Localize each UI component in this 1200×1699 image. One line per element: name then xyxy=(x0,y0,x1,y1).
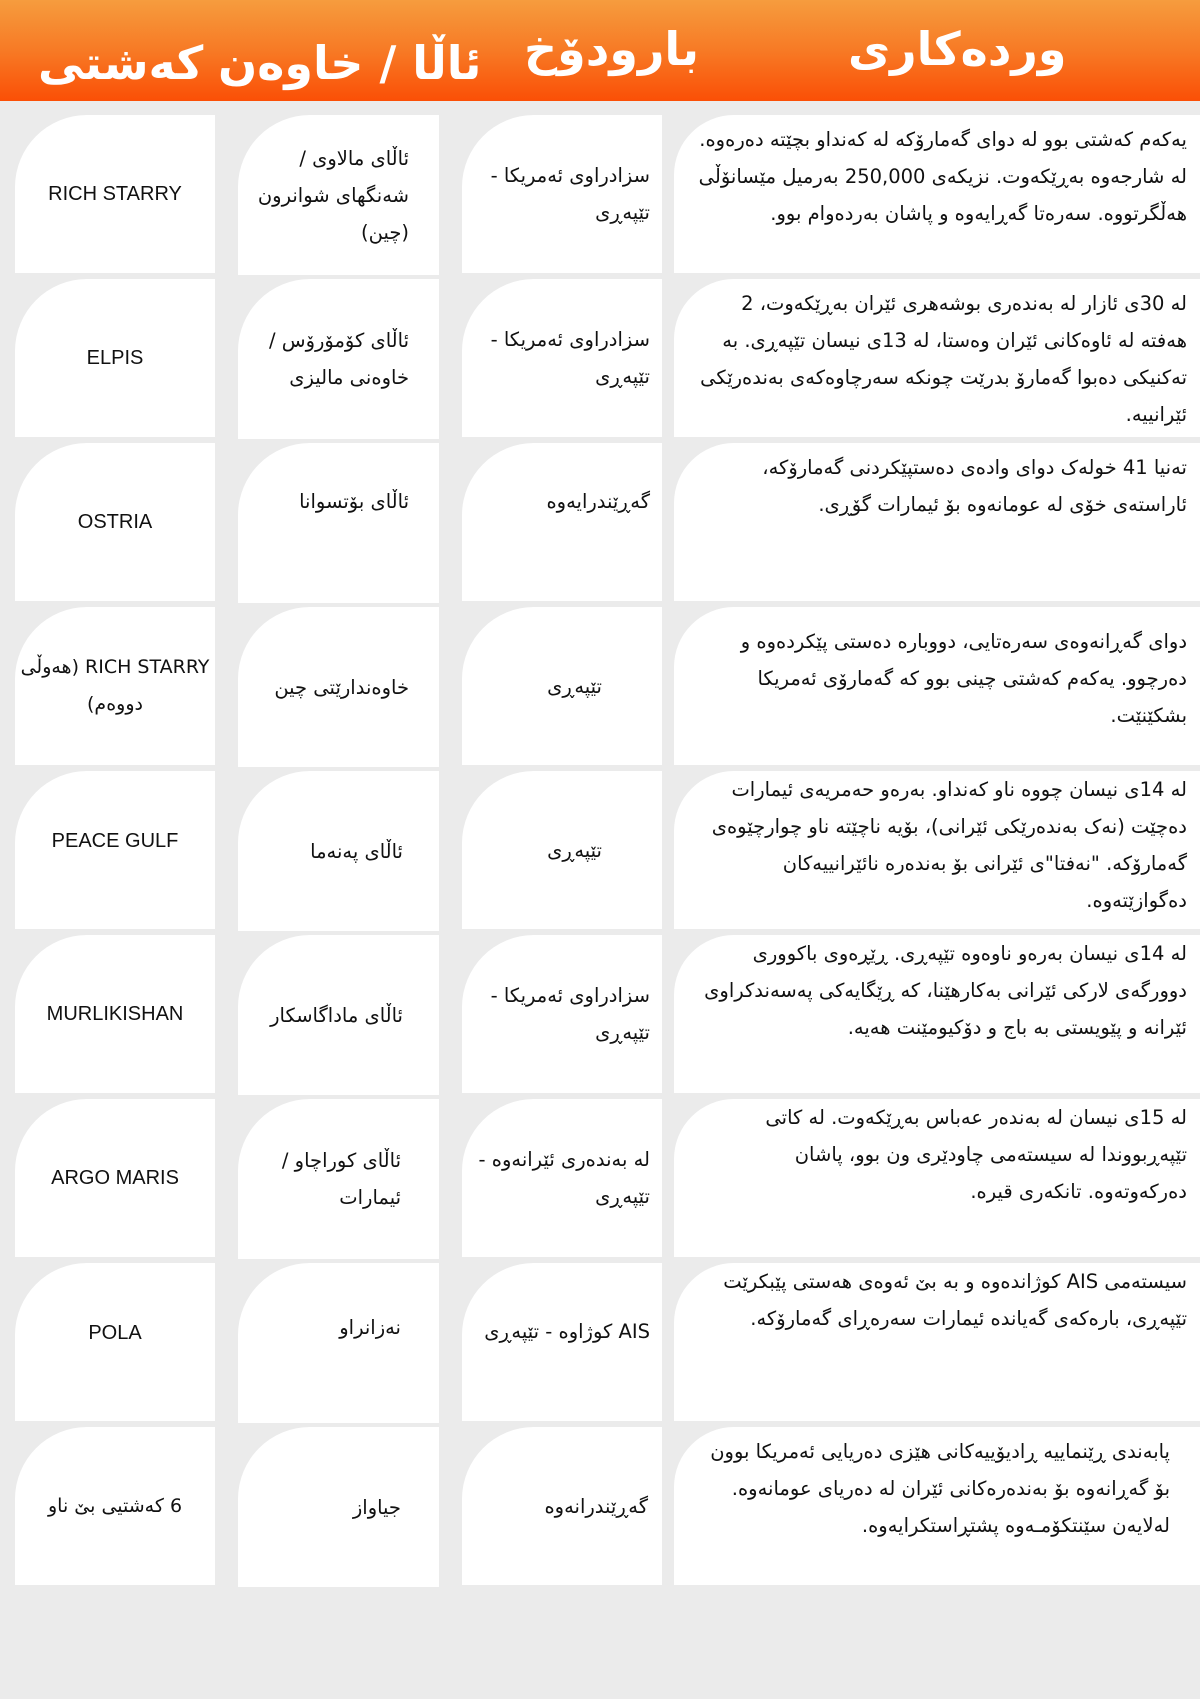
status-cell xyxy=(462,1427,662,1585)
flag-owner: ئاڵای پەنەما xyxy=(310,839,403,863)
table-row xyxy=(0,279,1200,442)
ship-name: POLA xyxy=(88,1322,142,1344)
status: تێپەڕی xyxy=(547,674,602,698)
details-cell xyxy=(674,279,1200,437)
status-cell xyxy=(462,279,662,437)
flag-cell xyxy=(238,607,439,767)
status: سزادراوی ئەمریکا - تێپەڕی xyxy=(490,164,650,224)
table-row xyxy=(0,771,1200,934)
header-ship: كەشتی xyxy=(38,36,204,90)
flag-cell xyxy=(238,1427,439,1587)
details: لە 15ی نیسان لە بەندەر عەباس بەڕێکەوت. لە کاتی تێپەڕبووندا لە سیستەمی چاودێری ون بوو، پاشان دەرکەوتەوە. تانکەری قیرە. xyxy=(765,1106,1187,1203)
status-cell xyxy=(462,115,662,273)
flag-owner: ئاڵای کۆمۆرۆس / خاوەنی مالیزی xyxy=(269,329,409,389)
flag-cell xyxy=(238,279,439,439)
status: سزادراوی ئەمریکا - تێپەڕی xyxy=(490,984,650,1044)
flag-owner: نەزانراو xyxy=(339,1316,401,1339)
ship-cell xyxy=(15,279,215,437)
ship-cell xyxy=(15,607,215,765)
header-flag-owner: ئاڵا / خاوەن xyxy=(218,36,482,90)
ship-name: RICH STARRY xyxy=(48,182,182,205)
details-cell xyxy=(674,1427,1200,1585)
ship-cell xyxy=(15,1263,215,1421)
flag-owner: ئاڵای کوراچاو / ئیمارات xyxy=(281,1149,401,1209)
details-cell xyxy=(674,607,1200,765)
details: یەکەم کەشتی بوو لە دوای گەمارۆکە لە کەنداو بچێتە دەرەوە. لە شارجەوە بەڕێکەوت. نزیکەی 250,000 بەرمیل مێسانۆڵی هەڵگرتووە. سەرەتا گەڕایەوە و پاشان بەردەوام بوو. xyxy=(698,128,1187,225)
status-cell xyxy=(462,771,662,929)
details-cell xyxy=(674,771,1200,929)
ship-name: ARGO MARIS xyxy=(51,1166,179,1189)
header-status: بارودۆخ xyxy=(524,22,699,76)
ship-cell xyxy=(15,443,215,601)
status-cell xyxy=(462,1263,662,1421)
status: سزادراوی ئەمریکا - تێپەڕی xyxy=(490,328,650,388)
details-cell xyxy=(674,443,1200,601)
table-row xyxy=(0,443,1200,606)
ship-name: MURLIKISHAN xyxy=(46,1002,184,1025)
ship-cell xyxy=(15,115,215,273)
ship-cell xyxy=(15,1099,215,1257)
table-row xyxy=(0,607,1200,770)
status-cell xyxy=(462,1099,662,1257)
status-cell xyxy=(462,607,662,765)
ship-name: 6 کەشتیی بێ ناو xyxy=(47,1494,183,1517)
ship-cell xyxy=(15,935,215,1093)
status: تێپەڕی xyxy=(547,838,602,862)
details: لە 14ی نیسان چووە ناو کەنداو. بەرەو حەمریەی ئیمارات دەچێت (نەک بەندەرێکی ئێرانی)، بۆیە ناچێتە ناو چوارچێوەی گەمارۆکە. "نەفتا"ی ئێرانی بۆ بەندەرە نائێرانییەکان دەگوازێتەوە. xyxy=(711,778,1187,912)
details: لە 30ی ئازار لە بەندەری بوشەهری ئێران بەڕێکەوت، 2 هەفتە لە ئاوەکانی ئێران وەستا، لە 13ی نیسان تێپەڕی. بە تەکنیکی دەبوا گەمارۆ بدرێت چونکە سەرچاوەکەی بەندەرێکی ئێرانییە. xyxy=(700,292,1187,426)
status: AIS کوژاوە - تێپەڕی xyxy=(484,1320,650,1343)
flag-owner: ئاڵای ماداگاسکار xyxy=(270,1003,403,1027)
ship-name: ELPIS xyxy=(86,346,144,369)
flag-owner: ئاڵای مالاوی / شەنگهای شوانرون (چین) xyxy=(257,146,409,244)
flag-owner: جیاواز xyxy=(352,1495,401,1519)
flag-cell xyxy=(238,1263,439,1423)
flag-owner: خاوەندارێتی چین xyxy=(274,675,409,699)
details-cell xyxy=(674,1263,1200,1421)
table-row xyxy=(0,1427,1200,1590)
ship-name: RICH STARRY (هەوڵی دووەم) xyxy=(20,656,210,715)
details: دوای گەڕانەوەی سەرەتایی، دووبارە دەستی پێکردەوە و دەرچوو. یەکەم کەشتی چینی بوو کە گەمارۆی ئەمریکا بشکێنێت. xyxy=(740,630,1187,727)
status: گەڕێندرایەوە xyxy=(546,490,650,513)
details-cell xyxy=(674,935,1200,1093)
ship-name: PEACE GULF xyxy=(51,830,179,852)
details-cell xyxy=(674,115,1200,273)
table-row xyxy=(0,115,1200,278)
flag-owner: ئاڵای بۆتسوانا xyxy=(299,490,409,513)
ship-name: OSTRIA xyxy=(77,510,153,533)
flag-cell xyxy=(238,771,439,931)
ships-table xyxy=(0,101,1200,1699)
status: لە بەندەری ئێرانەوە - تێپەڕی xyxy=(478,1148,650,1208)
status: گەڕێندرانەوە xyxy=(544,1494,648,1518)
details: تەنیا 41 خولەک دوای وادەی دەستپێکردنی گەمارۆکە، ئاراستەی خۆی لە عومانەوە بۆ ئیمارات گۆڕی. xyxy=(762,456,1187,516)
ship-cell xyxy=(15,1427,215,1585)
flag-cell xyxy=(238,443,439,603)
flag-cell xyxy=(238,115,439,275)
details: سیستەمی AIS کوژاندەوە و بە بێ ئەوەی هەستی پێبکرێت تێپەڕی، بارەکەی گەیاندە ئیمارات سەرەڕای گەمارۆکە. xyxy=(723,1270,1187,1330)
ship-cell xyxy=(15,771,215,929)
header-details: وردەكاری xyxy=(848,22,1067,76)
table-header xyxy=(0,0,1200,101)
table-row xyxy=(0,935,1200,1098)
flag-cell xyxy=(238,1099,439,1259)
details: پابەندی ڕێنماییە ڕادیۆییەکانی هێزی دەریایی ئەمریکا بوون بۆ گەڕانەوە بۆ بەندەرەکانی ئێران لە دەریای عومانەوە. لەلایەن سێنتکۆمـەوە پشتڕاستکرایەوە. xyxy=(710,1440,1170,1537)
details: لە 14ی نیسان بەرەو ناوەوە تێپەڕی. ڕێڕەوی باکووری دوورگەی لارکی ئێرانی بەکارهێنا، کە ڕێگایەکی پەسەندکراوی ئێرانە و پێویستی بە باج و دۆکیومێنت هەیە. xyxy=(704,942,1187,1039)
details-cell xyxy=(674,1099,1200,1257)
flag-cell xyxy=(238,935,439,1095)
status-cell xyxy=(462,443,662,601)
status-cell xyxy=(462,935,662,1093)
table-row xyxy=(0,1099,1200,1262)
table-row xyxy=(0,1263,1200,1426)
